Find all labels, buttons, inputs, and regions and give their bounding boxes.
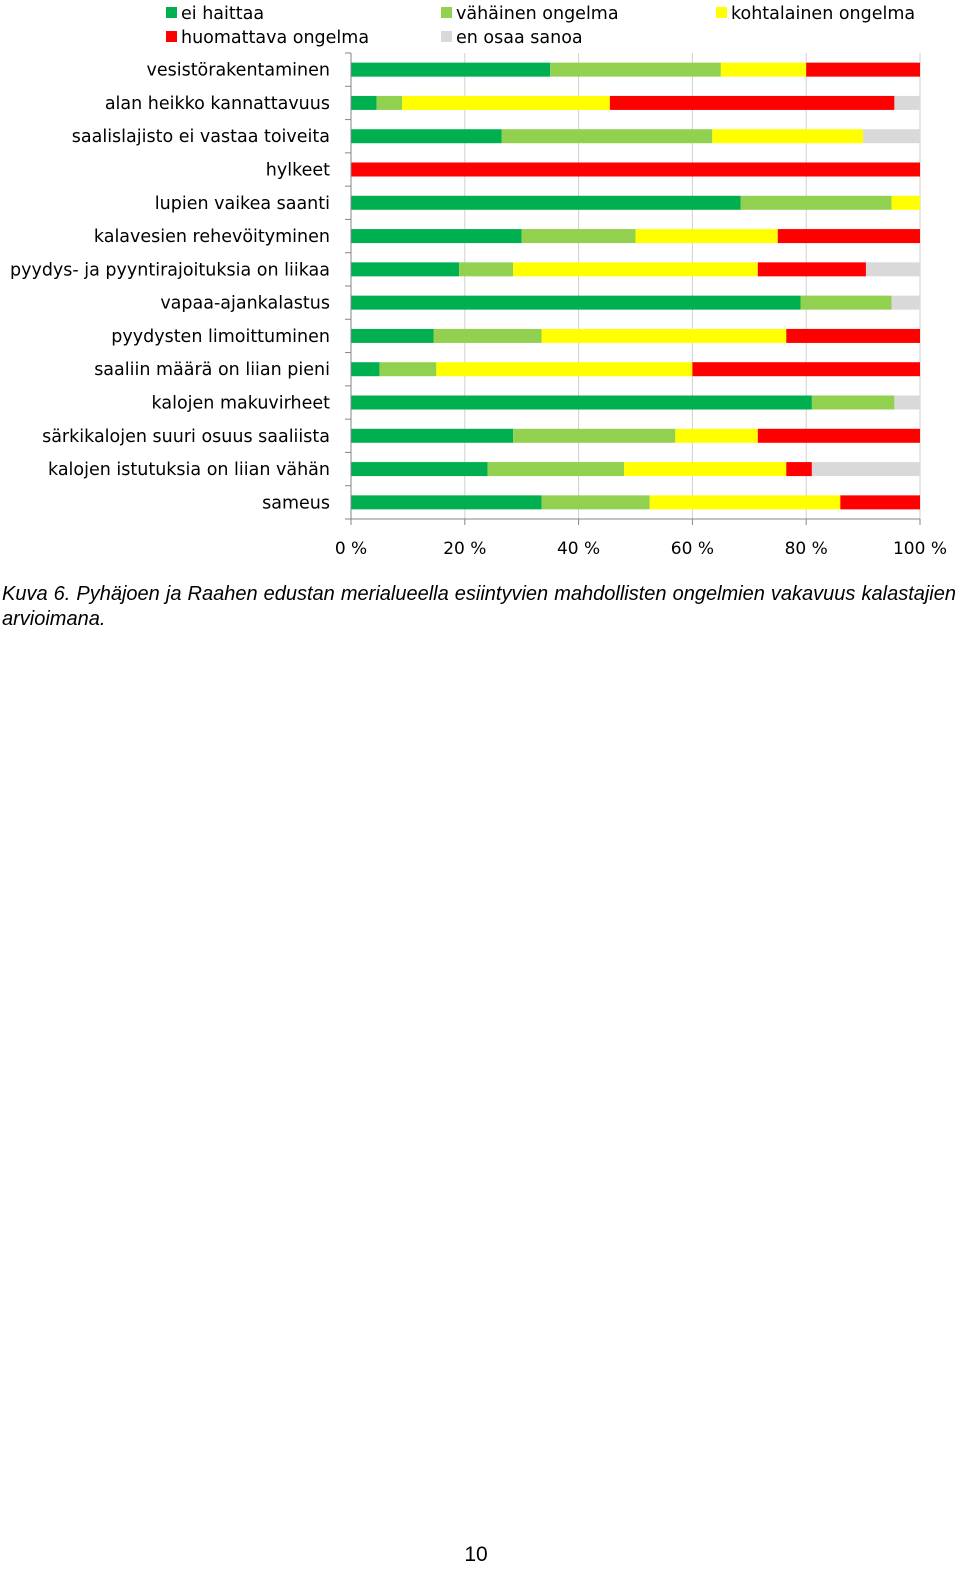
- x-tick-label: 100 %: [892, 539, 948, 559]
- bar-segment: [434, 329, 542, 343]
- bar-segment: [636, 229, 778, 243]
- bar-segment: [758, 262, 866, 276]
- bar-segment: [806, 63, 920, 77]
- bar-segment: [801, 296, 892, 310]
- bar-segment: [351, 63, 550, 77]
- bars: [351, 63, 920, 510]
- bar-segment: [379, 362, 436, 376]
- bar-segment: [894, 396, 920, 410]
- category-label: vesistörakentaminen: [146, 60, 330, 81]
- bar-segment: [351, 229, 522, 243]
- x-tick-label: 80 %: [784, 539, 828, 559]
- legend-swatch: [166, 31, 177, 42]
- bar-segment: [812, 396, 895, 410]
- category-label: vapaa-ajankalastus: [160, 293, 330, 314]
- category-label: lupien vaikea saanti: [154, 193, 330, 214]
- figure-caption: Kuva 6. Pyhäjoen ja Raahen edustan merialueella esiintyvien mahdollisten ongelmien vakavuus kalastajien arvioimana.: [2, 583, 956, 630]
- legend-label: vähäinen ongelma: [456, 4, 619, 24]
- x-tick-label: 20 %: [443, 539, 487, 559]
- bar-segment: [741, 196, 892, 210]
- bar-segment: [513, 262, 758, 276]
- category-label: hylkeet: [265, 160, 330, 181]
- category-label: alan heikko kannattavuus: [104, 93, 330, 114]
- category-label: kalavesien rehevöityminen: [93, 227, 330, 248]
- bar-segment: [351, 495, 542, 509]
- bar-segment: [377, 96, 403, 110]
- bar-segment: [351, 129, 502, 143]
- bar-segment: [351, 396, 812, 410]
- legend-label: huomattava ongelma: [181, 28, 370, 48]
- bar-segment: [351, 329, 434, 343]
- bar-segment: [542, 495, 650, 509]
- category-label: kalojen makuvirheet: [151, 393, 330, 414]
- category-label: saalislajisto ei vastaa toiveita: [71, 127, 330, 148]
- category-label: kalojen istutuksia on liian vähän: [48, 460, 330, 481]
- bar-segment: [863, 129, 920, 143]
- bar-segment: [351, 362, 379, 376]
- legend-label: kohtalainen ongelma: [731, 4, 916, 24]
- category-label: pyydys- ja pyyntirajoituksia on liikaa: [10, 260, 330, 281]
- bar-segment: [721, 63, 806, 77]
- bar-segment: [459, 262, 513, 276]
- bar-segment: [488, 462, 625, 476]
- x-tick-label: 60 %: [670, 539, 715, 559]
- bar-segment: [712, 129, 863, 143]
- bar-segment: [351, 262, 459, 276]
- bar-segment: [892, 296, 920, 310]
- bar-segment: [513, 429, 675, 443]
- category-label: sameus: [262, 493, 330, 514]
- gridlines: [351, 53, 920, 519]
- bar-segment: [351, 296, 801, 310]
- category-label: saaliin määrä on liian pieni: [94, 360, 330, 381]
- category-label: särkikalojen suuri osuus saaliista: [42, 426, 330, 447]
- bar-segment: [692, 362, 920, 376]
- bar-segment: [351, 462, 488, 476]
- bar-segment: [866, 262, 920, 276]
- bar-segment: [675, 429, 758, 443]
- bar-segment: [778, 229, 920, 243]
- legend: [166, 4, 915, 48]
- legend-label: en osaa sanoa: [456, 28, 583, 48]
- legend-swatch: [441, 31, 452, 42]
- bar-segment: [402, 96, 610, 110]
- legend-swatch: [441, 7, 452, 18]
- bar-segment: [610, 96, 895, 110]
- bar-segment: [351, 196, 741, 210]
- bar-segment: [812, 462, 920, 476]
- bar-segment: [758, 429, 920, 443]
- bar-segment: [436, 362, 692, 376]
- category-labels: [10, 61, 330, 514]
- stacked-bar-chart: [0, 0, 960, 570]
- bar-segment: [522, 229, 636, 243]
- bar-segment: [650, 495, 841, 509]
- bar-segment: [542, 329, 787, 343]
- category-label: pyydysten limoittuminen: [111, 326, 330, 347]
- bar-segment: [351, 96, 377, 110]
- bar-segment: [502, 129, 713, 143]
- bar-segment: [550, 63, 721, 77]
- legend-label: ei haittaa: [181, 4, 265, 24]
- legend-swatch: [716, 7, 727, 18]
- bar-segment: [351, 429, 513, 443]
- bar-segment: [351, 163, 920, 177]
- bar-segment: [840, 495, 920, 509]
- bar-segment: [786, 329, 920, 343]
- page-number: 10: [464, 1543, 488, 1566]
- x-tick-label: 40 %: [556, 539, 601, 559]
- bar-segment: [892, 196, 920, 210]
- legend-swatch: [166, 7, 177, 18]
- bar-segment: [894, 96, 920, 110]
- bar-segment: [786, 462, 812, 476]
- x-tick-label: 0 %: [334, 539, 368, 559]
- bar-segment: [624, 462, 786, 476]
